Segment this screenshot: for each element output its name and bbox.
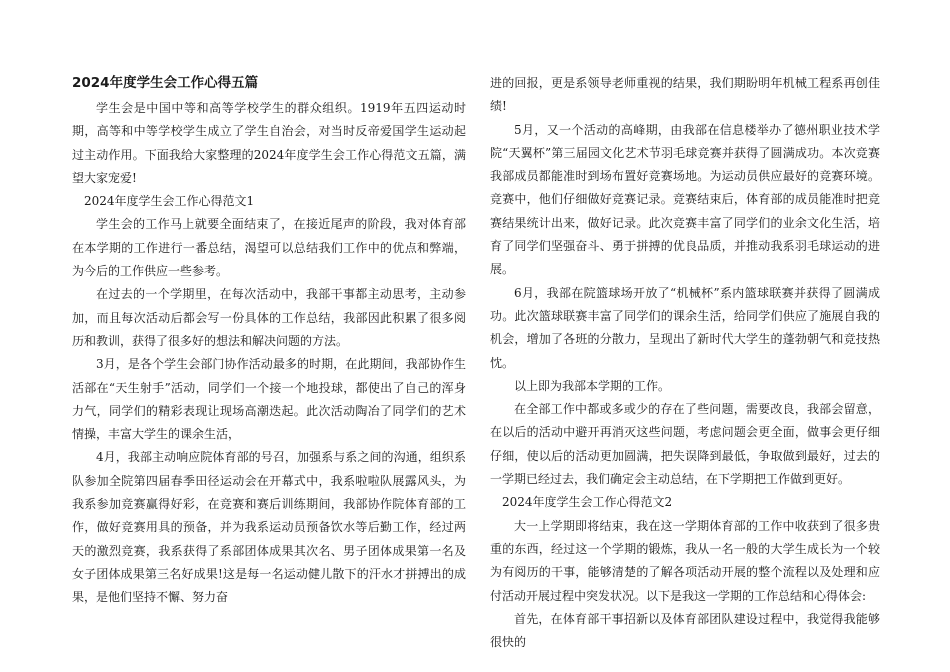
document-title: 2024年度学生会工作心得五篇	[72, 75, 259, 91]
body-paragraph: 3月，是各个学生会部门协作活动最多的时期，在此期间，我部协作生活部在“天生射手”活动，同学们一个接一个地投球，都使出了自己的浑身力气，同学们的精彩表现让现场高潮迭起。此次活动陶冶了同学们的艺术情操，丰富大学生的课余生活，	[72, 357, 466, 442]
right-column	[490, 72, 880, 654]
body-paragraph: 首先，在体育部干事招新以及体育部团队建设过程中，我觉得我能够很快的	[490, 611, 880, 650]
body-paragraph: 4月，我部主动响应院体育部的号召，加强系与系之间的沟通，组织系队参加全院第四届春季田径运动会在开幕式中，我系啦啦队展露风头，为我系参加竞赛赢得好彩，在竞赛和赛后训练期间，我部协作院体育部的工作，做好竞赛用具的预备，并为我系运动员预备饮水等后勤工作，经过两天的激烈竞赛，我系获得了系部团体成果其次名、男子团体成果第一名及女子团体成果第三名好成果!这是每一名运动健儿散下的汗水才拼搏出的成果，是他们坚持不懈、努力奋	[72, 450, 466, 605]
body-paragraph: 大一上学期即将结束，我在这一学期体育部的工作中收获到了很多贵重的东西，经过这一个学期的锻炼，我从一名一般的大学生成长为一个较为有阅历的干事，能够清楚的了解各项活动开展的整个流程以及处理和应付活动开展过程中突发状况。以下是我这一学期的工作总结和心得体会:	[490, 518, 880, 603]
body-paragraph: 学生会的工作马上就要全面结束了，在接近尾声的阶段，我对体育部在本学期的工作进行一番总结，渴望可以总结我们工作中的优点和弊端，为今后的工作供应一些参考。	[72, 217, 466, 279]
body-paragraph: 6月，我部在院篮球场开放了“机械杯”系内篮球联赛并获得了圆满成功。此次篮球联赛丰富了同学们的课余生活，给同学们供应了施展自我的机会，增加了各班的分散力，呈现出了新时代大学生的蓬勃朝气和竞技热忱。	[490, 285, 880, 370]
body-paragraph: 在过去的一个学期里，在每次活动中，我部干事都主动思考，主动参加，而且每次活动后都会写一份具体的工作总结，我部因此积累了很多阅历和教训，获得了很多好的想法和解决问题的方法。	[72, 287, 466, 348]
body-paragraph: 在全部工作中都或多或少的存在了些问题，需要改良，我部会留意，在以后的活动中避开再消灭这些问题，考虑问题会更全面，做事会更仔细仔细，使以后的活动更加圆满，把失误降到最低，争取做到最好，过去的一学期已经过去，我们确定会主动总结，在下学期把工作做到更好。	[490, 402, 880, 487]
left-column	[72, 72, 466, 610]
body-paragraph-continued: 进的回报，更是系领导老师重视的结果，我们期盼明年机械工程系再创佳绩!	[490, 76, 880, 114]
essay-2-heading: 2024年度学生会工作心得范文2	[502, 495, 673, 510]
intro-paragraph: 学生会是中国中等和高等学校学生的群众组织。1919年五四运动时期，高等和中等学校学生成立了学生自治会，对当时反帝爱国学生运动起过主动作用。下面我给大家整理的2024年度学生会工作心得范文五篇，满望大家宠爱!	[72, 101, 466, 185]
body-paragraph: 以上即为我部本学期的工作。	[514, 378, 671, 393]
body-paragraph: 5月，又一个活动的高峰期，由我部在信息楼举办了德州职业技术学院“天翼杯”第三届园文化艺术节羽毛球竞赛并获得了圆满成功。本次竞赛我部成员都能准时到场布置好竞赛场地。为运动员供应最好的竞赛环境。竞赛中，他们仔细做好竞赛记录。竞赛结束后，体育部的成员能准时把竞赛结果统计出来，做好记录。此次竞赛丰富了同学们的业余文化生活，培育了同学们坚强奋斗、勇于拼搏的优良品质，并推动我系羽毛球运动的进展。	[490, 122, 880, 277]
essay-1-heading: 2024年度学生会工作心得范文1	[84, 194, 255, 209]
